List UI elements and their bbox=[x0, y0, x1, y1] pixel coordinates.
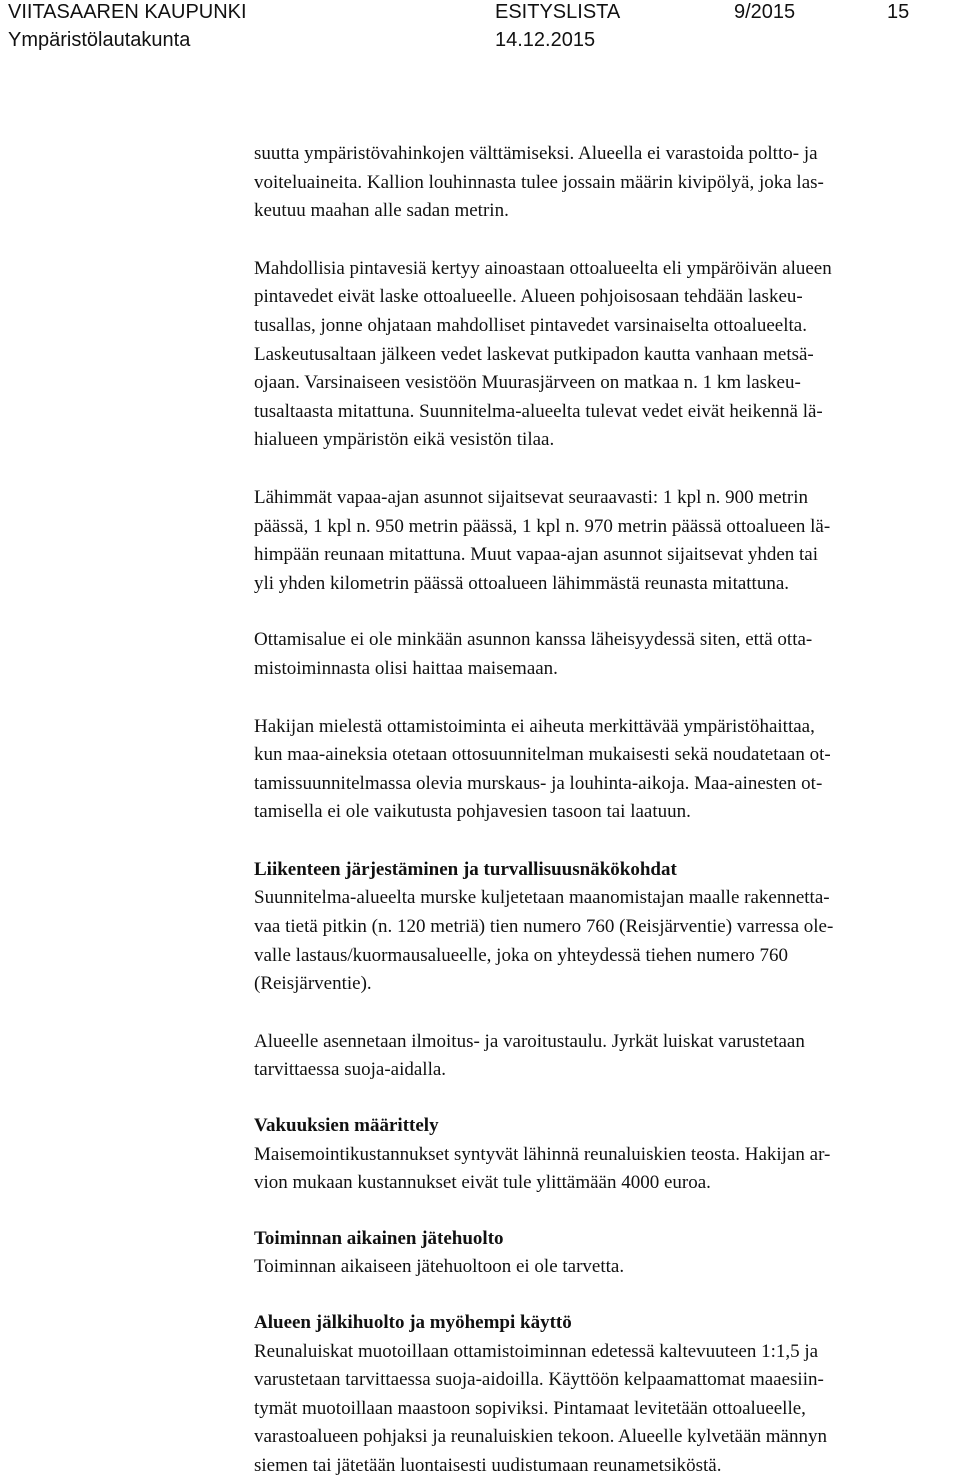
text-line: keutuu maahan alle sadan metrin. bbox=[254, 200, 509, 222]
text-line: pintavedet eivät laske ottoalueelle. Alueen pohjoisosaan tehdään laskeu- bbox=[254, 286, 803, 308]
text-line: tusaltaasta mitattuna. Suunnitelma-alueelta tulevat vedet eivät heikennä lä- bbox=[254, 400, 823, 422]
section bbox=[254, 1309, 954, 1481]
text-line: Toiminnan aikaiseen jätehuoltoon ei ole tarvetta. bbox=[254, 1256, 625, 1278]
section bbox=[254, 856, 954, 999]
section bbox=[254, 1225, 954, 1282]
text-line: himpään reunaan mitattuna. Muut vapaa-ajan asunnot sijaitsevat yhden tai bbox=[254, 544, 819, 566]
text-line: Laskeutusaltaan jälkeen vedet laskevat putkipadon kautta vanhaan metsä- bbox=[254, 343, 814, 365]
text-line: tamissuunnitelmassa olevia murskaus- ja louhinta-aikoja. Maa-ainesten ot- bbox=[254, 772, 823, 794]
section bbox=[254, 1112, 954, 1198]
document-body bbox=[254, 112, 954, 1481]
section-heading: Alueen jälkihuolto ja myöhempi käyttö bbox=[254, 1312, 572, 1333]
committee-name: Ympäristölautakunta bbox=[8, 29, 191, 51]
text-line: Alueelle asennetaan ilmoitus- ja varoitustaulu. Jyrkät luiskat varustetaan bbox=[254, 1030, 805, 1052]
text-line: kun maa-aineksia otetaan ottosuunnitelman mukaisesti sekä noudatetaan ot- bbox=[254, 744, 831, 766]
text-line: päässä, 1 kpl n. 950 metrin päässä, 1 kpl n. 970 metrin päässä ottoalueen lä- bbox=[254, 515, 831, 537]
section-heading: Vakuuksien määrittely bbox=[254, 1115, 439, 1137]
text-line: Mahdollisia pintavesiä kertyy ainoastaan ottoalueelta eli ympäröivän alueen bbox=[254, 257, 832, 279]
section-heading: Liikenteen järjestäminen ja turvallisuusnäkökohdat bbox=[254, 858, 677, 880]
document-type: ESITYSLISTA bbox=[495, 1, 621, 23]
text-line: (Reisjärventie). bbox=[254, 973, 372, 995]
text-line: tusallas, jonne ohjataan mahdolliset pintavedet varsinaiselta ottoalueelta. bbox=[254, 314, 807, 336]
paragraph bbox=[254, 626, 954, 683]
text-line: siemen tai jätetään luontaisesti uudistumaan reunametsiköstä. bbox=[254, 1454, 722, 1476]
page-number: 15 bbox=[887, 1, 910, 23]
organization-name: VIITASAAREN KAUPUNKI bbox=[8, 1, 247, 23]
text-line: vion mukaan kustannukset eivät tule ylittämään 4000 euroa. bbox=[254, 1172, 711, 1194]
paragraph bbox=[254, 1028, 954, 1085]
text-line: Reunaluiskat muotoillaan ottamistoiminnan edetessä kaltevuuteen 1:1,5 ja bbox=[254, 1340, 819, 1362]
text-line: tamisella ei ole vaikutusta pohjavesien tasoon tai laatuun. bbox=[254, 801, 691, 823]
text-line: Hakijan mielestä ottamistoiminta ei aiheuta merkittävää ympäristöhaittaa, bbox=[254, 715, 815, 737]
text-line: Lähimmät vapaa-ajan asunnot sijaitsevat seuraavasti: 1 kpl n. 900 metrin bbox=[254, 486, 809, 508]
text-line: hialueen ympäristön eikä vesistön tilaa. bbox=[254, 429, 555, 451]
text-line: varustetaan tarvittaessa suoja-aidoilla. Käyttöön kelpaamattomat maaesiin- bbox=[254, 1369, 824, 1391]
text-line: tymät muotoillaan maastoon sopiviksi. Pintamaat levitetään ottoalueelle, bbox=[254, 1397, 806, 1419]
text-line: suutta ympäristövahinkojen välttämiseksi. Alueella ei varastoida poltto- ja bbox=[254, 143, 818, 164]
text-line: varastoalueen pohjaksi ja reunaluiskien tekoon. Alueelle kylvetään männyn bbox=[254, 1426, 827, 1448]
meeting-number: 9/2015 bbox=[734, 1, 796, 23]
text-line: ojaan. Varsinaiseen vesistöön Muurasjärveen on matkaa n. 1 km laskeu- bbox=[254, 372, 801, 394]
paragraph bbox=[254, 713, 954, 827]
text-line: Ottamisalue ei ole minkään asunnon kanssa läheisyydessä siten, että otta- bbox=[254, 629, 813, 651]
text-line: Suunnitelma-alueelta murske kuljetetaan maanomistajan maalle rakennetta- bbox=[254, 887, 830, 909]
text-line: vaa tietä pitkin (n. 120 metriä) tien numero 760 (Reisjärventie) varressa ole- bbox=[254, 916, 834, 938]
paragraph bbox=[254, 140, 954, 226]
text-line: voiteluaineita. Kallion louhinnasta tulee jossain määrin kivipölyä, joka las- bbox=[254, 171, 824, 193]
text-line: mistoiminnasta olisi haittaa maisemaan. bbox=[254, 657, 558, 679]
paragraph bbox=[254, 484, 954, 598]
meeting-date: 14.12.2015 bbox=[495, 29, 596, 51]
text-line: valle lastaus/kuormausalueelle, joka on yhteydessä tiehen numero 760 bbox=[254, 944, 788, 966]
text-line: Maisemointikustannukset syntyvät lähinnä reunaluiskien teosta. Hakijan ar- bbox=[254, 1143, 831, 1165]
section-heading: Toiminnan aikainen jätehuolto bbox=[254, 1227, 504, 1249]
text-line: tarvittaessa suoja-aidalla. bbox=[254, 1059, 447, 1081]
text-line: yli yhden kilometrin päässä ottoalueen lähimmästä reunasta mitattuna. bbox=[254, 572, 790, 594]
paragraph bbox=[254, 255, 954, 455]
